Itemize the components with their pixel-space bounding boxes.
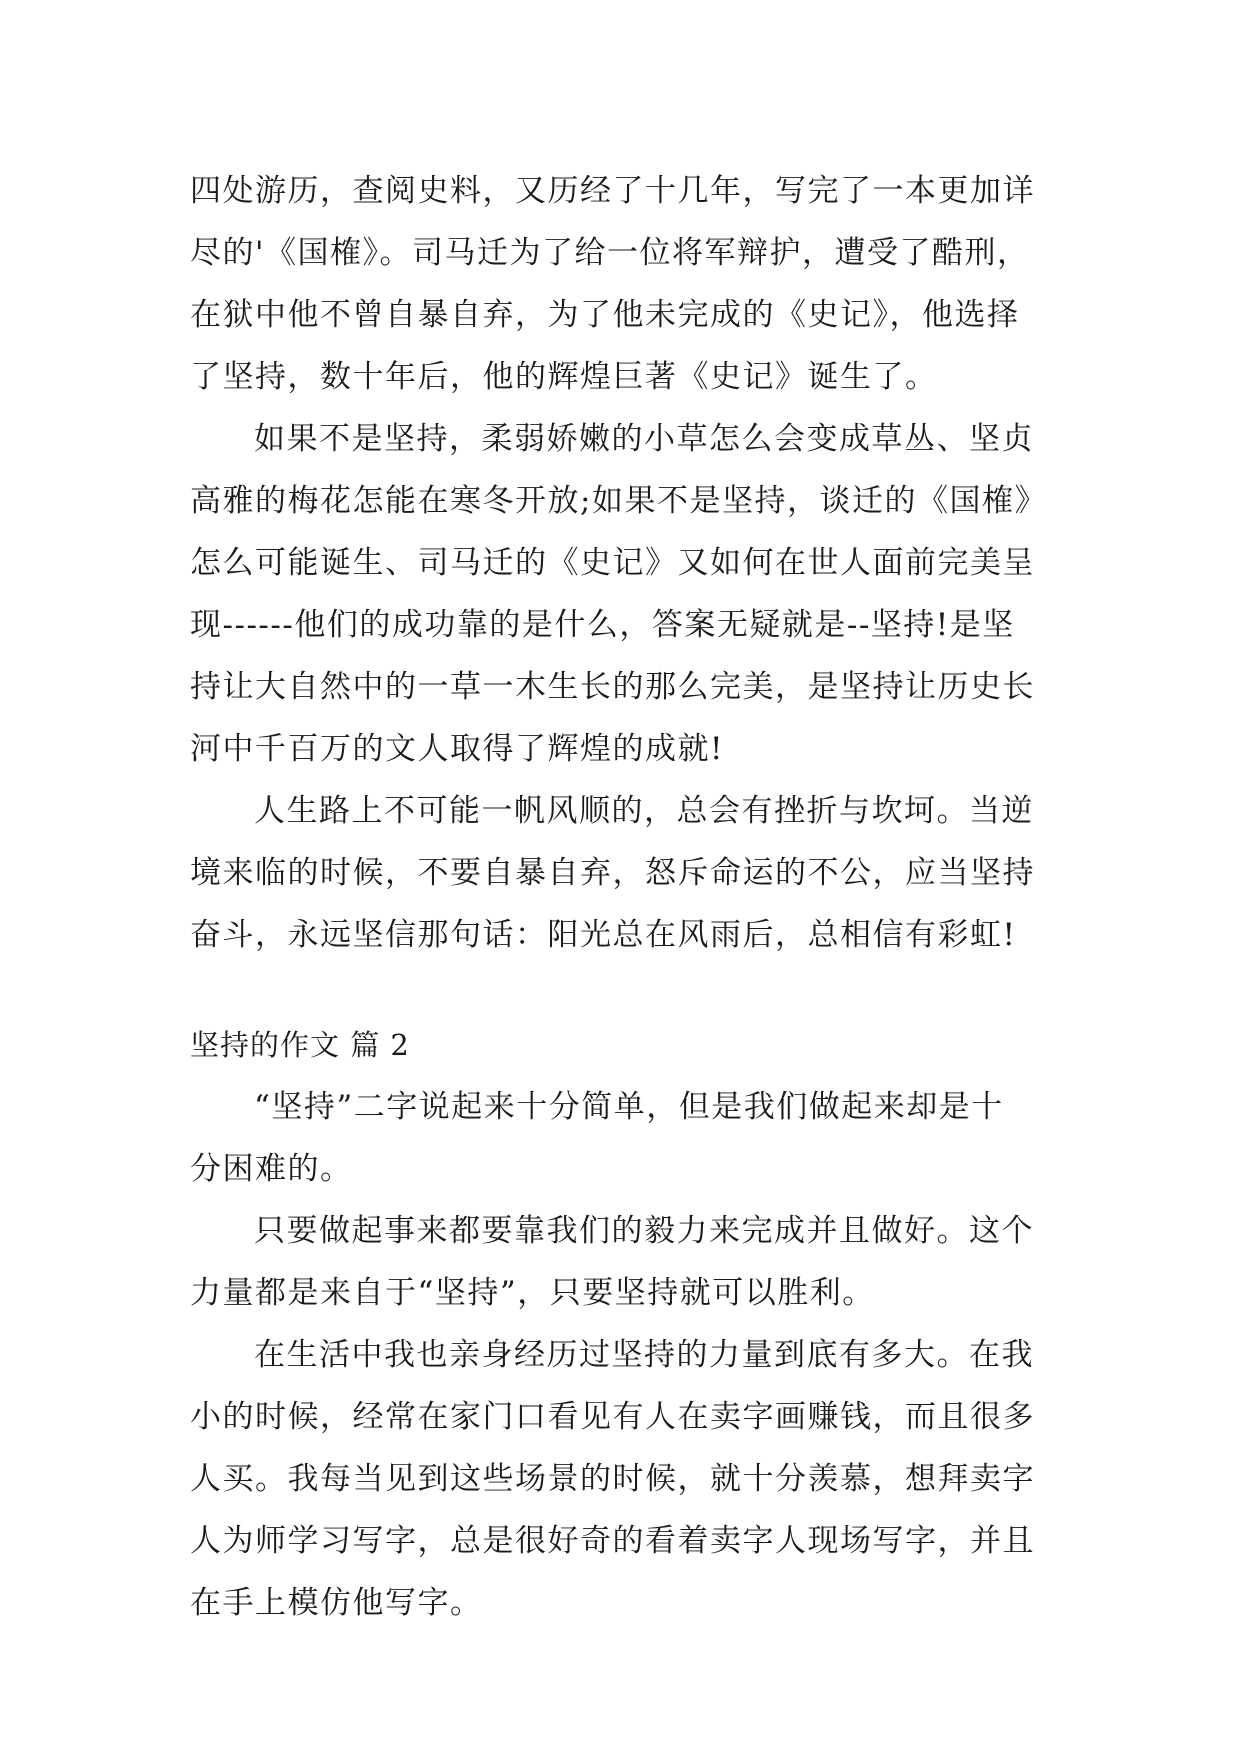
text-line: 人为师学习写字，总是很好奇的看着卖字人现场写字，并且 (190, 1523, 1035, 1559)
text-line: 了坚持，数十年后，他的辉煌巨著《史记》诞生了。 (190, 359, 938, 395)
text-line: 现------他们的成功靠的是什么，答案无疑就是--坚持!是坚 (190, 607, 1015, 643)
paragraph (190, 1200, 1052, 1324)
document-page (190, 160, 1052, 1634)
text-line: 在狱中他不曾自暴自弃，为了他未完成的《史记》，他选择 (190, 297, 1020, 333)
text-line: “坚持”二字说起来十分简单，但是我们做起来却是十 (254, 1089, 1004, 1125)
text-line: 人买。我每当见到这些场景的时候，就十分羡慕，想拜卖字 (190, 1461, 1035, 1497)
text-line: 高雅的梅花怎能在寒冬开放;如果不是坚持，谈迁的《国榷》 (190, 483, 1047, 519)
text-line: 境来临的时候，不要自暴自弃，怒斥命运的不公，应当坚持 (190, 855, 1035, 891)
paragraph (190, 160, 1052, 408)
text-line: 尽的'《国榷》。司马迁为了给一位将军辩护，遭受了酷刑， (190, 235, 1030, 271)
text-line: 在生活中我也亲身经历过坚持的力量到底有多大。在我 (254, 1337, 1034, 1373)
paragraph (190, 780, 1052, 966)
paragraph (190, 1076, 1052, 1200)
paragraph (190, 408, 1052, 780)
text-line: 力量都是来自于“坚持”，只要坚持就可以胜利。 (190, 1275, 875, 1311)
text-line: 只要做起事来都要靠我们的毅力来完成并且做好。这个 (254, 1213, 1034, 1249)
text-line: 怎么可能诞生、司马迁的《史记》又如何在世人面前完美呈 (190, 545, 1035, 581)
paragraph (190, 1324, 1052, 1634)
text-line: 小的时候，经常在家门口看见有人在卖字画赚钱，而且很多 (190, 1399, 1035, 1435)
text-line: 如果不是坚持，柔弱娇嫩的小草怎么会变成草丛、坚贞 (254, 421, 1034, 457)
section-heading: 坚持的作文 篇 2 (190, 1028, 410, 1062)
section-1 (190, 160, 1052, 966)
text-line: 四处游历，查阅史料，又历经了十几年，写完了一本更加详 (190, 173, 1035, 209)
text-line: 河中千百万的文人取得了辉煌的成就! (190, 731, 724, 767)
text-line: 持让大自然中的一草一木生长的那么完美，是坚持让历史长 (190, 669, 1035, 705)
section-2 (190, 1014, 1052, 1634)
text-line: 奋斗，永远坚信那句话：阳光总在风雨后，总相信有彩虹! (190, 917, 1017, 953)
text-line: 分困难的。 (190, 1151, 353, 1187)
text-line: 人生路上不可能一帆风顺的，总会有挫折与坎坷。当逆 (254, 793, 1034, 829)
text-line: 在手上模仿他写字。 (190, 1585, 483, 1621)
